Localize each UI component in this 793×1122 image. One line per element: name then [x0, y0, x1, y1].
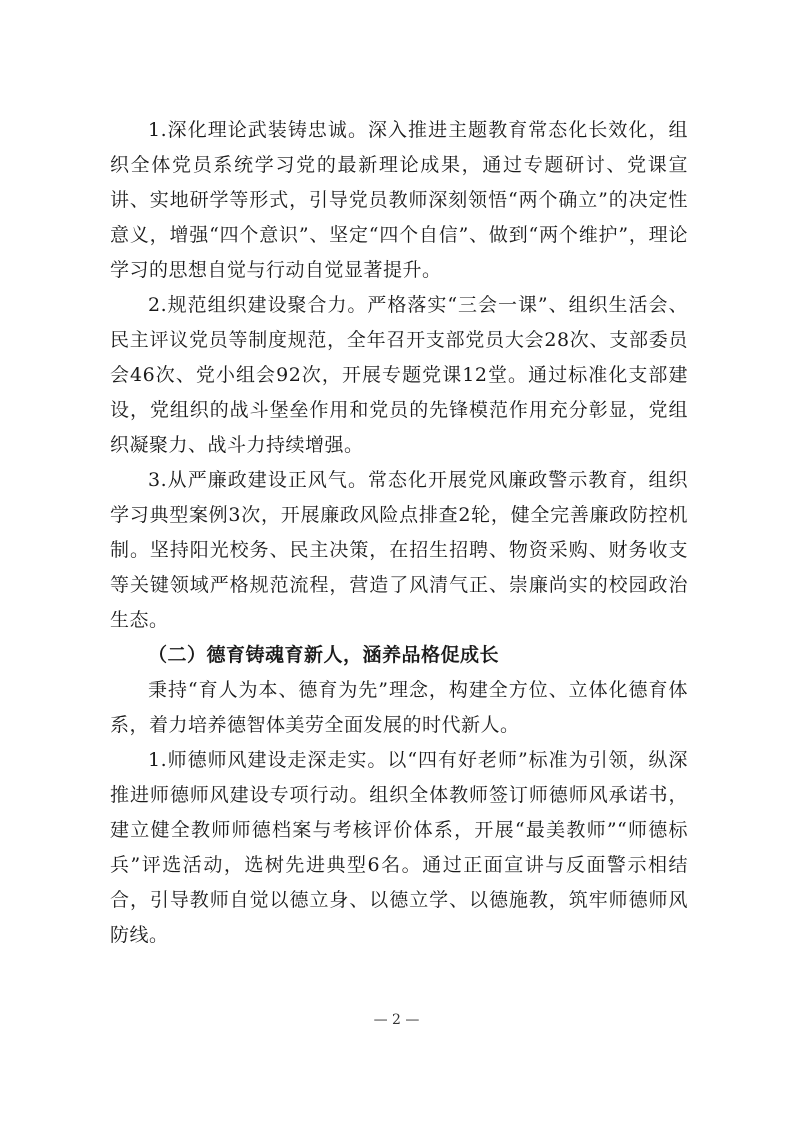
- page-number: — 2 —: [373, 1012, 420, 1028]
- paragraph-teacher-ethics: 1.师德师风建设走深走实。以“四有好老师”标准为引领，纵深推进师德师风建设专项行动。组织全体教师签订师德师风承诺书，建立健全教师师德档案与考核评价体系，开展“最美教师”“师德标兵”评选活动，选树先进典型6名。通过正面宣讲与反面警示相结合，引导教师自觉以德立身、以德立学、以德施教，筑牢师德师风防线。: [110, 749, 688, 946]
- section-intro-paragraph: 秉持“育人为本、德育为先”理念，构建全方位、立体化德育体系，着力培养德智体美劳全面发展的时代新人。: [110, 679, 688, 736]
- section-heading: （二）德育铸魂育新人，涵养品格促成长: [148, 644, 500, 666]
- paragraph-integrity-building: 3.从严廉政建设正风气。常态化开展党风廉政警示教育，组织学习典型案例3次，开展廉政风险点排查2轮，健全完善廉政防控机制。坚持阳光校务、民主决策，在招生招聘、物资采购、财务收支等关键领域严格规范流程，营造了风清气正、崇廉尚实的校园政治生态。: [110, 469, 688, 631]
- document-body: [110, 113, 688, 953]
- paragraph-theory-study: 1.深化理论武装铸忠诚。深入推进主题教育常态化长效化，组织全体党员系统学习党的最新理论成果，通过专题研讨、党课宣讲、实地研学等形式，引导党员教师深刻领悟“两个确立”的决定性意义，增强“四个意识”、坚定“四个自信”、做到“两个维护”，理论学习的思想自觉与行动自觉显著提升。: [110, 119, 688, 281]
- paragraph-organization-building: 2.规范组织建设聚合力。严格落实“三会一课”、组织生活会、民主评议党员等制度规范，全年召开支部党员大会28次、支部委员会46次、党小组会92次，开展专题党课12堂。通过标准化支部建设，党组织的战斗堡垒作用和党员的先锋模范作用充分彰显，党组织凝聚力、战斗力持续增强。: [110, 294, 688, 456]
